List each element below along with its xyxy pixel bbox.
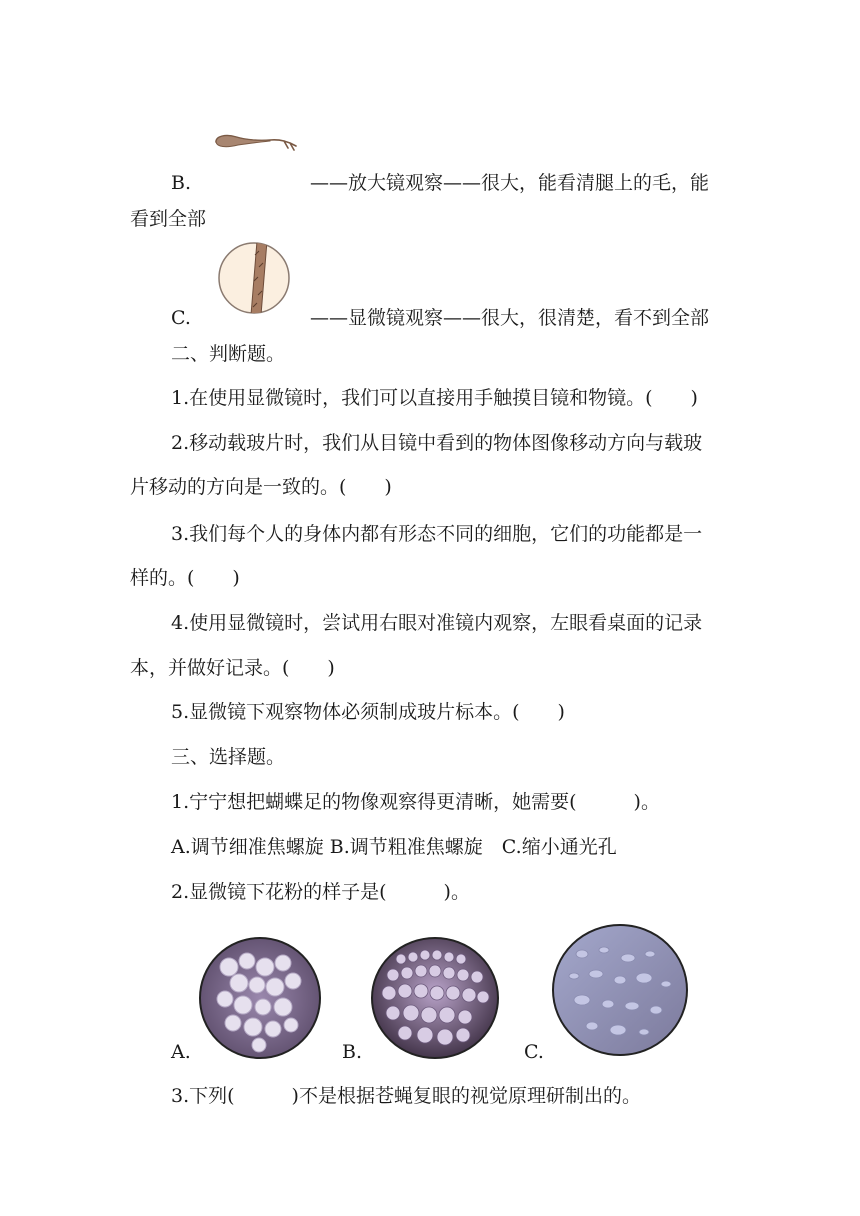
choice-q1-options-text: A.调节细准焦螺旋 B.调节粗准焦螺旋 C.缩小通光孔 (171, 836, 617, 858)
judge-q2-text-cont: 片移动的方向是一致的。( ) (130, 476, 392, 498)
butterfly-leg-illustration (212, 128, 298, 160)
option-c-text: ——显微镜观察——很大，很清楚，看不到全部 (310, 307, 710, 329)
pollen-label-c: C. (524, 1041, 544, 1063)
choice-q3-text: 3.下列( )不是根据苍蝇复眼的视觉原理研制出的。 (171, 1085, 641, 1107)
section3-heading: 三、选择题。 (171, 746, 286, 768)
judge-q3-text: 3.我们每个人的身体内都有形态不同的细胞，它们的功能都是一 (171, 523, 703, 545)
option-c-letter: C. (171, 307, 191, 329)
judge-q2-text: 2.移动载玻片时，我们从目镜中看到的物体图像移动方向与载玻 (171, 432, 703, 454)
pollen-image-b (371, 937, 499, 1059)
section2-heading: 二、判断题。 (171, 343, 286, 365)
judge-q1-text: 1.在使用显微镜时，我们可以直接用手触摸目镜和物镜。( ) (171, 387, 698, 409)
pollen-label-b: B. (342, 1041, 363, 1063)
judge-q4-text-cont: 本，并做好记录。( ) (130, 657, 335, 679)
option-b-letter: B. (171, 172, 192, 194)
option-b-text-cont: 看到全部 (130, 208, 207, 230)
choice-q1-text: 1.宁宁想把蝴蝶足的物像观察得更清晰，她需要( )。 (171, 791, 660, 813)
judge-q3-text-cont: 样的。( ) (130, 567, 240, 589)
microscope-leg-illustration (217, 241, 291, 315)
pollen-label-a: A. (171, 1041, 191, 1063)
option-b-text: ——放大镜观察——很大，能看清腿上的毛，能 (310, 172, 710, 194)
pollen-image-c (552, 924, 688, 1057)
judge-q5-text: 5.显微镜下观察物体必须制成玻片标本。( ) (171, 701, 565, 723)
pollen-image-a (199, 937, 321, 1059)
judge-q4-text: 4.使用显微镜时，尝试用右眼对准镜内观察，左眼看桌面的记录 (171, 612, 703, 634)
choice-q2-text: 2.显微镜下花粉的样子是( )。 (171, 881, 470, 903)
